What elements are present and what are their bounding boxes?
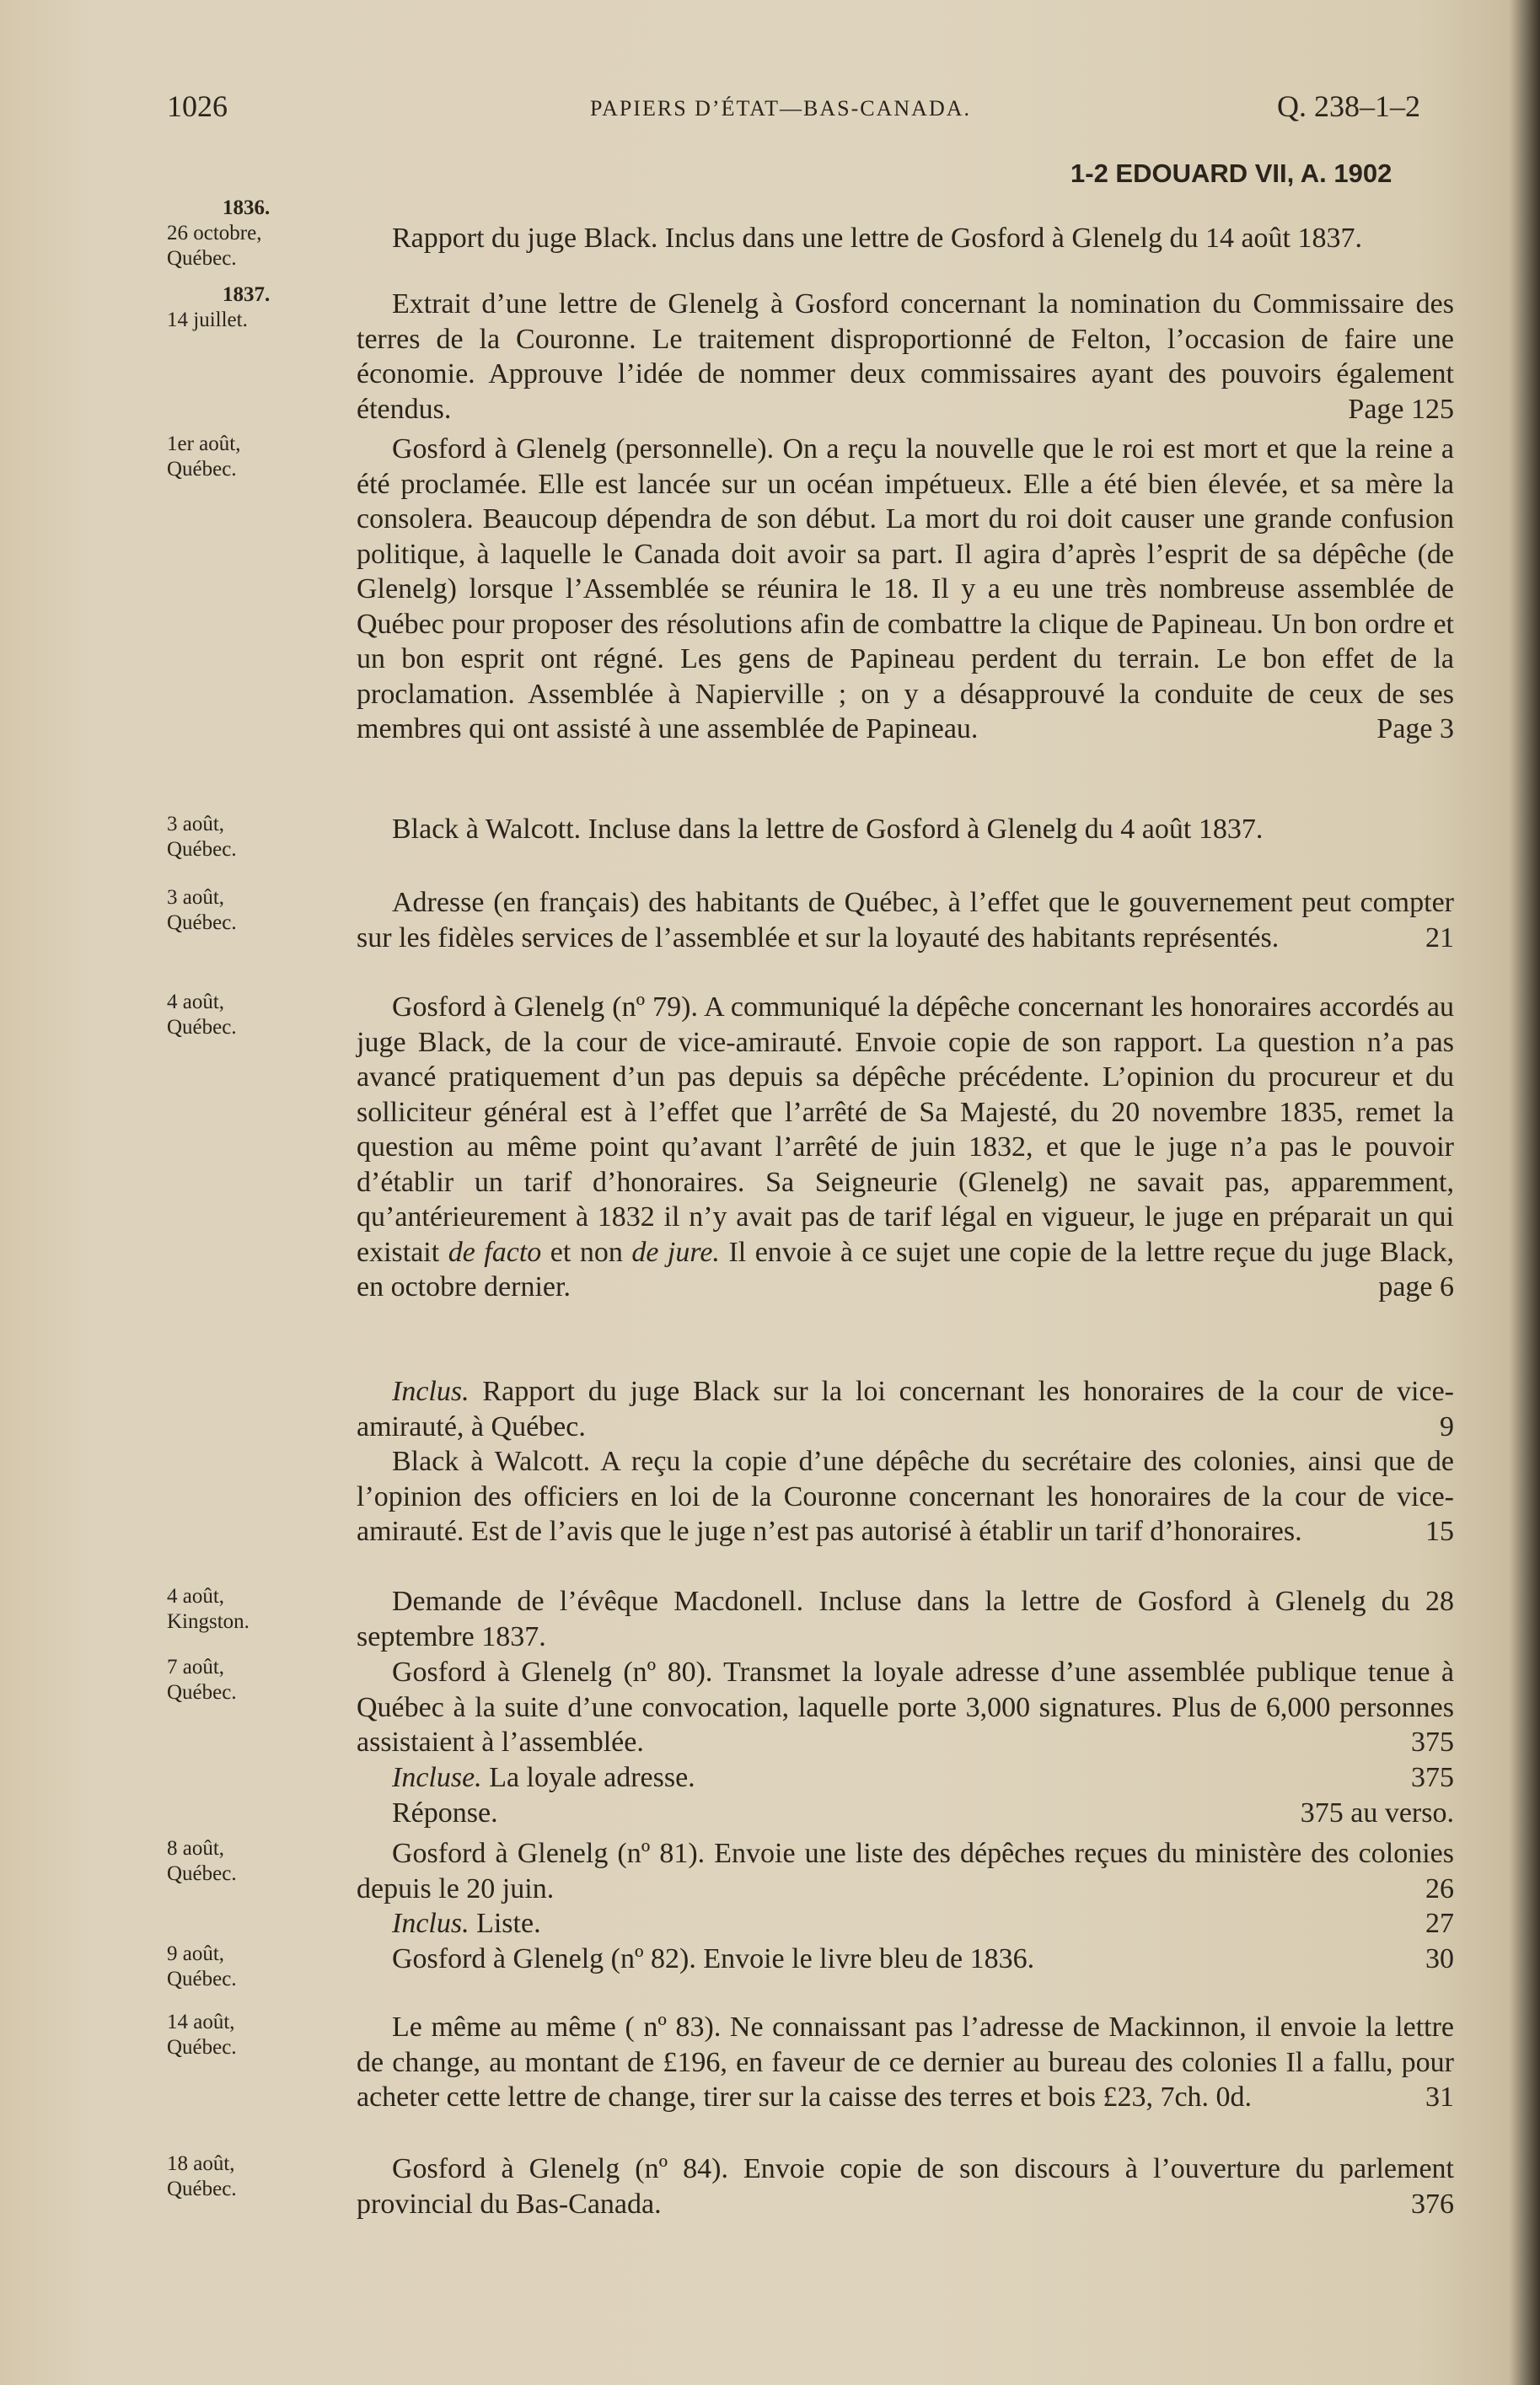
entry-text: Incluse. La loyale adresse. 375 <box>357 1760 1454 1796</box>
margin-date: 9 août, <box>167 1942 225 1965</box>
entry-text: Inclus. Rapport du juge Black sur la loi concernant les honoraires de la cour de vice-amirauté, à Québec. 9 <box>357 1374 1454 1444</box>
margin-date: 1er août, <box>167 432 241 455</box>
page-reference: 376 <box>1411 2188 1454 2220</box>
margin-place: Québec. <box>167 247 237 270</box>
page-reference: 30 <box>1425 1943 1454 1974</box>
margin-place: Kingston. <box>167 1610 250 1633</box>
margin-note <box>167 2010 327 2060</box>
page-reference: Page 3 <box>1376 713 1454 744</box>
page-reference: Page 125 <box>1348 393 1454 425</box>
margin-note <box>167 282 327 333</box>
margin-note <box>167 990 327 1040</box>
page-reference: 375 <box>1411 1762 1454 1793</box>
margin-place: Québec. <box>167 2036 237 2059</box>
page-number: 1026 <box>167 89 228 123</box>
margin-note <box>167 2151 327 2202</box>
margin-place: Québec. <box>167 911 237 934</box>
page-reference: 26 <box>1425 1872 1454 1904</box>
page-reference: 31 <box>1425 2082 1454 2113</box>
entry-text: Black à Walcott. Incluse dans la lettre de Gosford à Glenelg du 4 août 1837. <box>392 814 1264 845</box>
margin-note <box>167 812 327 862</box>
margin-place: Québec. <box>167 1968 237 1990</box>
page-reference: 375 <box>1411 1727 1454 1758</box>
margin-date: 26 octobre, <box>167 222 262 244</box>
margin-date: 14 août, <box>167 2011 235 2033</box>
entry-text: Gosford à Glenelg (nº 82). Envoie le livre bleu de 1836. 30 <box>357 1942 1454 1977</box>
margin-note <box>167 1836 327 1887</box>
margin-note <box>167 1584 327 1635</box>
entry-text: Le même au même ( nº 83). Ne connaissant pas l’adresse de Mackinnon, il envoie la lettre de change, au montant de £196, en faveur de ce dernier au bureau des colonies Il a fallu, pour acheter cette lettre de change, tirer sur la caisse des terres et bois £23, 7ch. 0d. 31 <box>357 2010 1454 2115</box>
archive-reference: Q. 238–1–2 <box>1277 89 1420 123</box>
margin-place: Québec. <box>167 458 237 481</box>
margin-place: Québec. <box>167 1016 237 1039</box>
entry-text: Inclus. Liste. 27 <box>357 1906 1454 1942</box>
entry-text: Gosford à Glenelg (personnelle). On a reçu la nouvelle que le roi est mort et que la reine a été proclamée. Elle est lancée sur un océan impétueux. Elle a été bien élevée, et sa mère la consolera. Beaucoup dépendra de son début. La mort du roi doit causer une grande confusion politique, à laquelle le Canada doit avoir sa part. Il agira d’après l’esprit de sa dépêche (de Glenelg) lorsque l’Assemblée se réunira le 18. Il y a eu une très nombreuse assemblée de Québec pour proposer des résolutions afin de combattre la clique de Papineau. Un bon ordre et un bon esprit ont régné. Les gens de Papineau perdent du terrain. Le bon effet de la proclamation. Assemblée à Napierville ; on y a désapprouvé la conduite de ceux de ses membres qui ont assisté à une assemblée de Papineau. Page 3 <box>357 432 1454 747</box>
entry-text: Adresse (en français) des habitants de Québec, à l’effet que le gouvernement peut compter sur les fidèles services de l’assemblée et sur la loyauté des habitants représentés. 21 <box>357 885 1454 955</box>
margin-note <box>167 885 327 936</box>
enclosure-label: Inclus. <box>392 1376 470 1407</box>
page-reference: 15 <box>1425 1516 1454 1547</box>
margin-date: 14 juillet. <box>167 309 248 331</box>
margin-date: 4 août, <box>167 991 225 1013</box>
entry-text: Gosford à Glenelg (nº 79). A communiqué la dépêche concernant les honoraires accordés au juge Black, de la cour de vice-amirauté. Envoie copie de son rapport. La question n’a pas avancé pratiquement d’un pas depuis sa dépêche précédente. L’opinion du procureur et du solliciteur général est à l’effet que l’arrêté de Sa Majesté, du 20 novembre 1835, remet la question au même point qu’avant l’arrêté de juin 1832, et que le juge n’a pas le pouvoir d’établir un tarif d’honoraires. Sa Seigneurie (Glenelg) ne savait pas, apparemment, qu’antérieurement à 1832 il n’y avait pas de tarif légal en vigueur, le juge en préparait un qui existait de facto et non de jure. Il envoie à ce sujet une copie de la lettre reçue du juge Black, en octobre dernier. page 6 <box>357 990 1454 1305</box>
margin-date: 18 août, <box>167 2152 235 2175</box>
enclosure-label: Inclus. <box>392 1908 470 1939</box>
margin-year: 1837. <box>223 283 271 306</box>
page-reference: 21 <box>1425 921 1454 953</box>
entry-text: Gosford à Glenelg (nº 80). Transmet la loyale adresse d’une assemblée publique tenue à Québec à la suite d’une convocation, laquelle porte 3,000 signatures. Plus de 6,000 personnes assistaient à l’assemblée. 375 <box>357 1655 1454 1760</box>
entry-text: Gosford à Glenelg (nº 84). Envoie copie de son discours à l’ouverture du parlement provincial du Bas-Canada. 376 <box>357 2151 1454 2221</box>
page-reference: 27 <box>1425 1908 1454 1939</box>
margin-place: Québec. <box>167 1681 237 1704</box>
entry-text: Rapport du juge Black. Inclus dans une lettre de Gosford à Glenelg du 14 août 1837. <box>392 223 1363 254</box>
margin-date: 8 août, <box>167 1837 225 1860</box>
margin-place: Québec. <box>167 838 237 861</box>
entry-text: Extrait d’une lettre de Glenelg à Gosford concernant la nomination du Commissaire des terres de la Couronne. Le traitement disproportionné de Felton, l’occasion de faire une économie. Approuve l’idée de nommer deux commissaires ayant des pouvoirs également étendus. Page 125 <box>357 287 1454 427</box>
session-label: 1-2 EDOUARD VII, A. 1902 <box>1070 158 1392 188</box>
margin-date: 3 août, <box>167 813 225 835</box>
margin-note <box>167 196 327 271</box>
margin-note <box>167 1655 327 1705</box>
margin-place: Québec. <box>167 1862 237 1885</box>
margin-date: 3 août, <box>167 886 225 909</box>
entry-text: Gosford à Glenelg (nº 81). Envoie une liste des dépêches reçues du ministère des colonies depuis le 20 juin. 26 <box>357 1836 1454 1906</box>
margin-note <box>167 1942 327 1992</box>
entry-text: Demande de l’évêque Macdonell. Incluse dans la lettre de Gosford à Glenelg du 28 septembre 1837. <box>357 1586 1454 1652</box>
page-reference: 375 au verso. <box>1300 1797 1454 1829</box>
entry-text: Black à Walcott. A reçu la copie d’une dépêche du secrétaire des colonies, ainsi que de l’opinion des officiers en loi de la Couronne concernant les honoraires de la cour de vice-amirauté. Est de l’avis que le juge n’est pas autorisé à établir un tarif d’honoraires. 15 <box>357 1444 1454 1550</box>
margin-date: 4 août, <box>167 1585 225 1608</box>
margin-place: Québec. <box>167 2178 237 2200</box>
running-title: PAPIERS D’ÉTAT—BAS-CANADA. <box>590 96 972 121</box>
margin-note <box>167 432 327 482</box>
margin-date: 7 août, <box>167 1656 225 1679</box>
page-reference: 9 <box>1440 1410 1454 1442</box>
enclosure-label: Incluse. <box>392 1762 482 1793</box>
entry-text: Réponse. 375 au verso. <box>357 1796 1454 1831</box>
margin-year: 1836. <box>223 196 271 219</box>
page-reference: page 6 <box>1378 1271 1454 1303</box>
